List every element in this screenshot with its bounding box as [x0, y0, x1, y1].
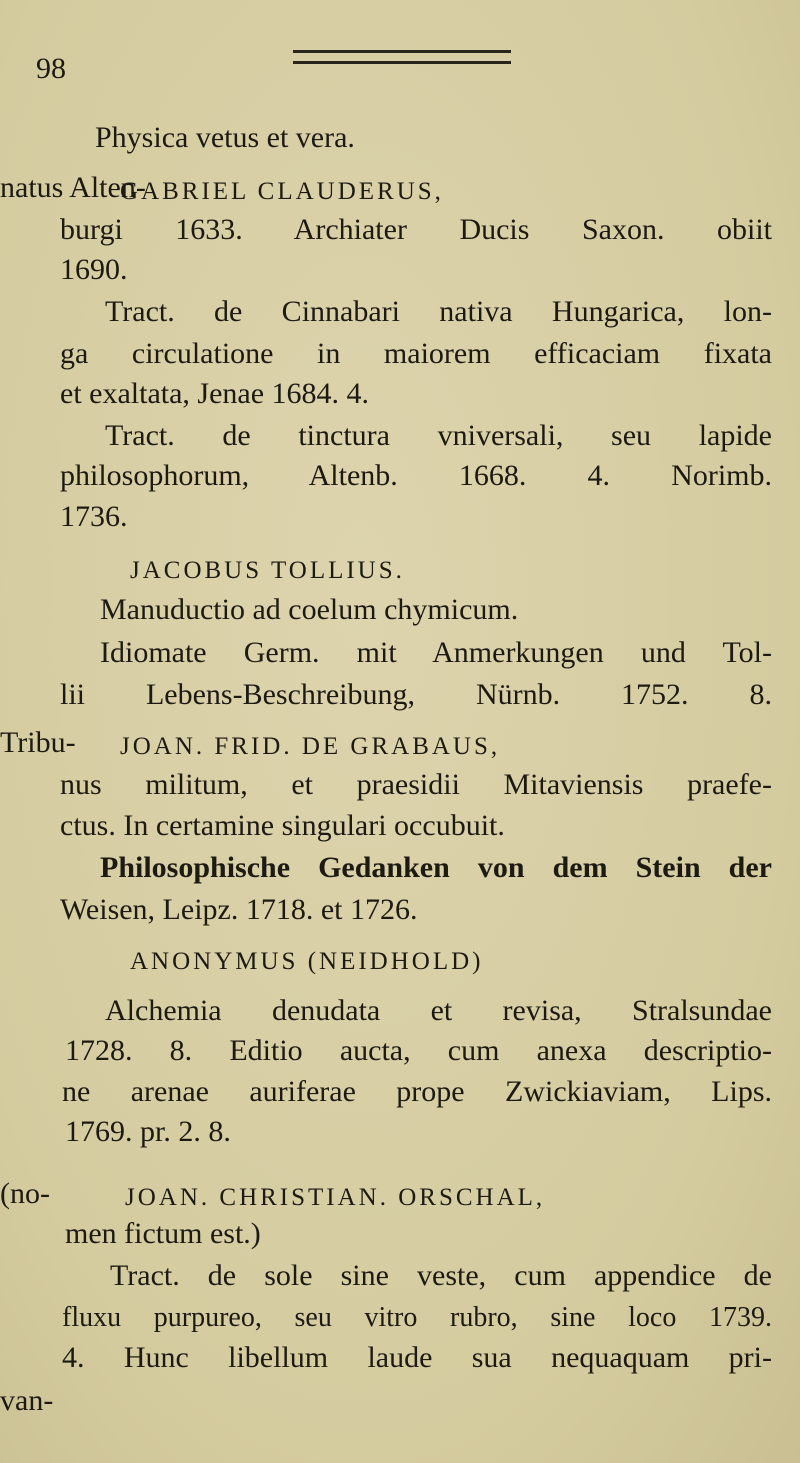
- text-line: fluxu purpureo, seu vitro rubro, sine loco 1739.: [62, 1302, 772, 1333]
- text-line: 4. Hunc libellum laude sua nequaquam pri-: [62, 1341, 772, 1374]
- text-line: (no-: [0, 1177, 50, 1210]
- text-line: ga circulatione in maiorem efficaciam fixata: [60, 337, 772, 370]
- text-line: philosophorum, Altenb. 1668. 4. Norimb.: [60, 459, 772, 492]
- text-line: nus militum, et praesidii Mitaviensis praefe-: [60, 768, 772, 801]
- text-line: 1728. 8. Editio aucta, cum anexa descriptio-: [65, 1034, 772, 1067]
- text-line: Weisen, Leipz. 1718. et 1726.: [60, 893, 418, 926]
- text-line: Alchemia denudata et revisa, Stralsundae: [105, 994, 772, 1027]
- text-line: et exaltata, Jenae 1684. 4.: [60, 377, 370, 410]
- author-name: JACOBUS TOLLIUS.: [130, 557, 405, 584]
- author-name: JOAN. FRID. DE GRABAUS,: [120, 733, 501, 760]
- text-line: natus Alten-: [0, 171, 146, 204]
- catchword: van-: [0, 1384, 54, 1417]
- text-line: Philosophische Gedanken von dem Stein der: [100, 851, 772, 884]
- text-line: 1769. pr. 2. 8.: [65, 1115, 231, 1148]
- header-rule-top: [293, 50, 511, 53]
- page-number: 98: [36, 52, 66, 85]
- text-line: Tract. de tinctura vniversali, seu lapide: [105, 419, 772, 452]
- text-line: lii Lebens-Beschreibung, Nürnb. 1752. 8.: [60, 678, 772, 711]
- text-line: Tribu-: [0, 726, 76, 759]
- header-rule-bottom: [293, 61, 511, 64]
- text-line: ctus. In certamine singulari occubuit.: [60, 809, 505, 842]
- text-line: Tract. de Cinnabari nativa Hungarica, lon-: [105, 295, 772, 328]
- text-line: 1690.: [60, 253, 128, 286]
- text-line: Idiomate Germ. mit Anmerkungen und Tol-: [100, 636, 772, 669]
- text-line: ne arenae auriferae prope Zwickiaviam, Lips.: [62, 1075, 772, 1108]
- author-name: ANONYMUS (NEIDHOLD): [130, 948, 484, 975]
- text-line: men fictum est.): [65, 1217, 261, 1250]
- author-name: GABRIEL CLAUDERUS,: [120, 178, 444, 205]
- text-line: Manuductio ad coelum chymicum.: [100, 593, 519, 626]
- text-line: 1736.: [60, 500, 128, 533]
- text-line: burgi 1633. Archiater Ducis Saxon. obiit: [60, 213, 772, 246]
- text-line: Physica vetus et vera.: [95, 121, 355, 154]
- author-name: JOAN. CHRISTIAN. ORSCHAL,: [125, 1184, 546, 1211]
- text-line: Tract. de sole sine veste, cum appendice de: [110, 1259, 772, 1292]
